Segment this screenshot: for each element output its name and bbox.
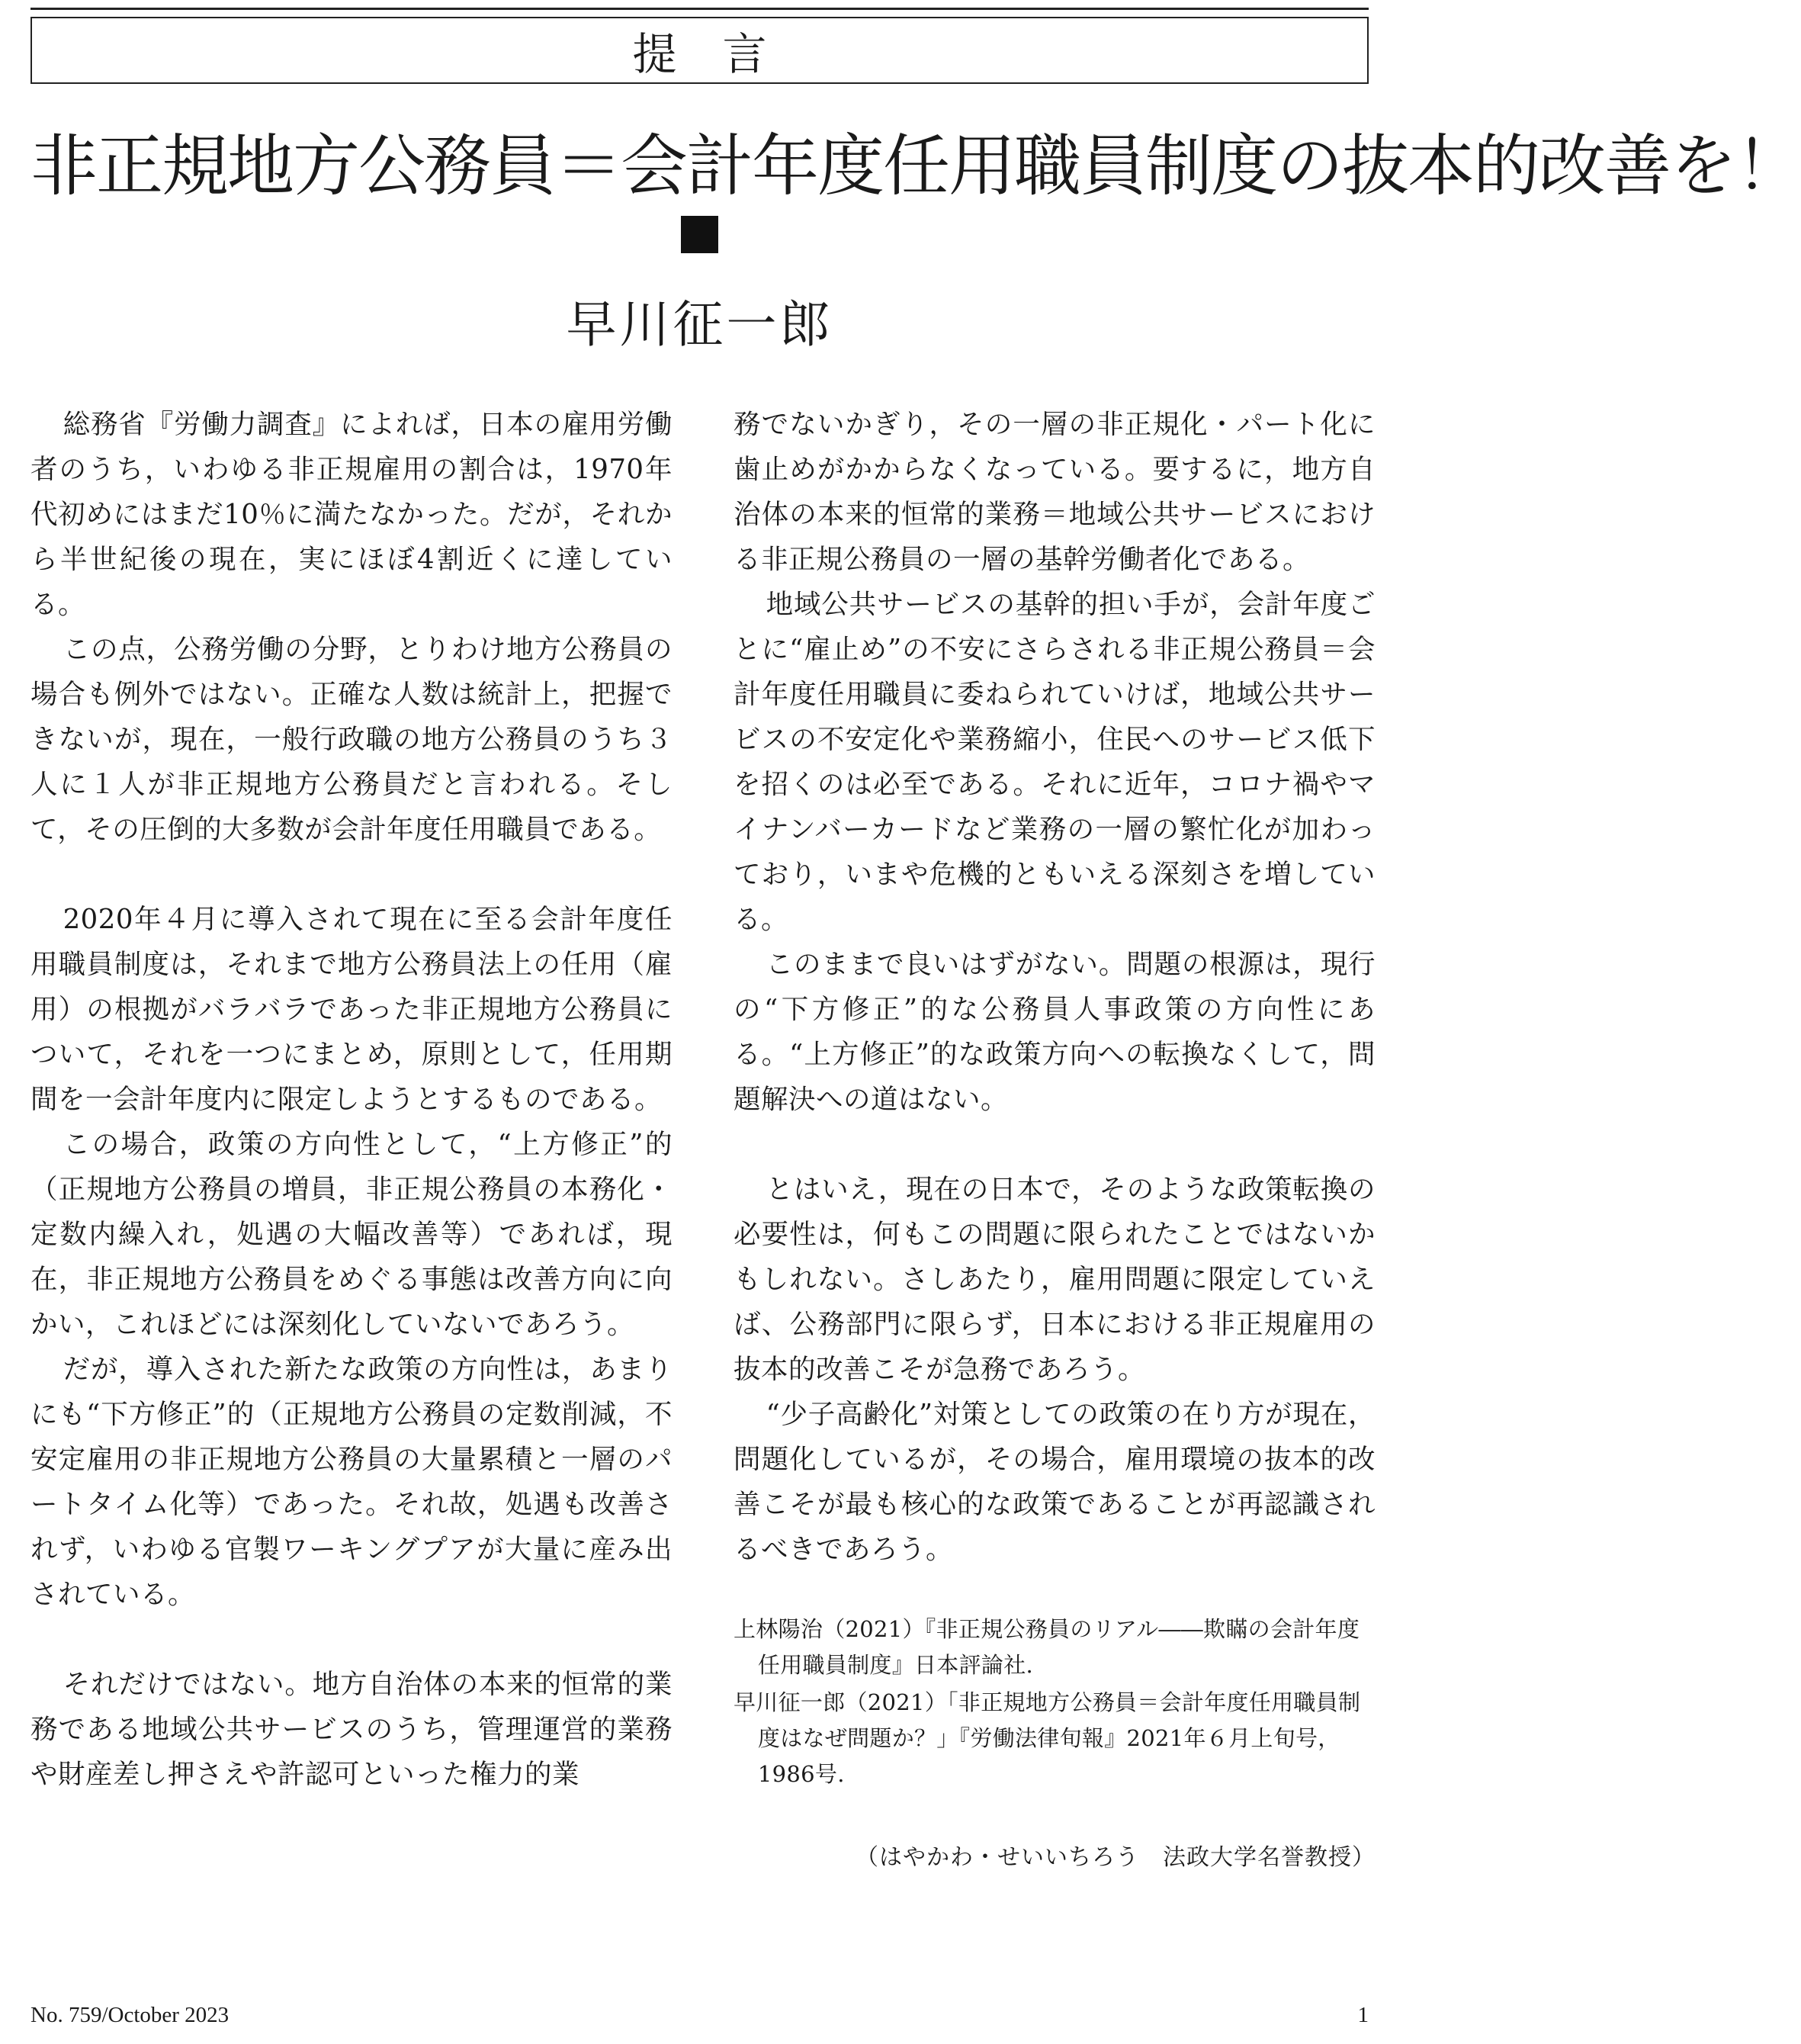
reference-item: 上林陽治（2021）『非正規公務員のリアル――欺瞞の会計年度任用職員制度』日本評論社.: [734, 1616, 1360, 1678]
paragraph: それだけではない。地方自治体の本来的恒常的業務である地域公共サービスのうち，管理運営的業務や財産差し押さえや許認可といった権力的業: [30, 1669, 673, 1790]
top-rule: [30, 8, 1369, 10]
paragraph: とはいえ，現在の日本で，そのような政策転換の必要性は，何もこの問題に限られたことではないかもしれない。さしあたり，雇用問題に限定していえば、公務部門に限らず，日本における非正規雇用の抜本的改善こそが急務であろう。: [734, 1174, 1376, 1385]
paragraph: 2020年４月に導入されて現在に至る会計年度任用職員制度は，それまで地方公務員法上の任用（雇用）の根拠がバラバラであった非正規地方公務員について，それを一つにまとめ，原則として，任用期間を一会計年度内に限定しようとするものである。: [30, 904, 673, 1115]
section-label-box: [30, 17, 1369, 84]
black-square-ornament: [681, 216, 718, 253]
issue-info: No. 759/October 2023: [30, 2003, 230, 2027]
right-column: [734, 402, 1376, 1872]
paragraph: だが，導入された新たな政策の方向性は，あまりにも“下方修正”的（正規地方公務員の定数削減，不安定雇用の非正規地方公務員の大量累積と一層のパートタイム化等）であった。それ故，処遇も改善されず，いわゆる官製ワーキングプアが大量に産み出されている。: [30, 1354, 673, 1610]
section-label: 提言: [632, 28, 813, 80]
paragraph: この点，公務労働の分野，とりわけ地方公務員の場合も例外ではない。正確な人数は統計上，把握できないが，現在，一般行政職の地方公務員のうち３人に１人が非正規地方公務員だと言われる。そして，その圧倒的大多数が会計年度任用職員である。: [30, 634, 673, 845]
references: [734, 1612, 1376, 1792]
author-name: 早川征一郎: [566, 295, 833, 354]
author-affiliation: （はやかわ・せいいちろう 法政大学名誉教授）: [856, 1844, 1376, 1871]
reference-item: 早川征一郎（2021）「非正規地方公務員＝会計年度任用職員制度はなぜ問題か？」『労働法律旬報』2021年６月上旬号，1986号.: [734, 1689, 1361, 1787]
paragraph: このままで良いはずがない。問題の根源は，現行の“下方修正”的な公務員人事政策の方向性にある。“上方修正”的な政策方向への転換なくして，問題解決への道はない。: [734, 949, 1376, 1115]
paragraph: 総務省『労働力調査』によれば，日本の雇用労働者のうち，いわゆる非正規雇用の割合は，1970年代初めにはまだ10％に満たなかった。だが，それから半世紀後の現在，実にほぼ4割近くに達している。: [30, 409, 673, 620]
paragraph: この場合，政策の方向性として，“上方修正”的（正規地方公務員の増員，非正規公務員の本務化・定数内繰入れ，処遇の大幅改善等）であれば，現在，非正規地方公務員をめぐる事態は改善方向に向かい，これほどには深刻化していないであろう。: [30, 1129, 673, 1340]
article-title: 非正規地方公務員＝会計年度任用職員制度の抜本的改善を！: [30, 127, 1801, 205]
paragraph: “少子高齢化”対策としての政策の在り方が現在，問題化しているが，その場合，雇用環境の抜本的改善こそが最も核心的な政策であることが再認識されるべきであろう。: [734, 1399, 1376, 1565]
left-column: [30, 402, 673, 1797]
page-number: 1: [1357, 2003, 1369, 2027]
paragraph: 地域公共サービスの基幹的担い手が，会計年度ごとに“雇止め”の不安にさらされる非正規公務員＝会計年度任用職員に委ねられていけば，地域公共サービスの不安定化や業務縮小，住民へのサービス低下を招くのは必至である。それに近年，コロナ禍やマイナンバーカードなど業務の一層の繁忙化が加わっており，いまや危機的ともいえる深刻さを増している。: [734, 589, 1376, 935]
paragraph: 務でないかぎり，その一層の非正規化・パート化に歯止めがかからなくなっている。要するに，地方自治体の本来的恒常的業務＝地域公共サービスにおける非正規公務員の一層の基幹労働者化である。: [734, 409, 1376, 575]
